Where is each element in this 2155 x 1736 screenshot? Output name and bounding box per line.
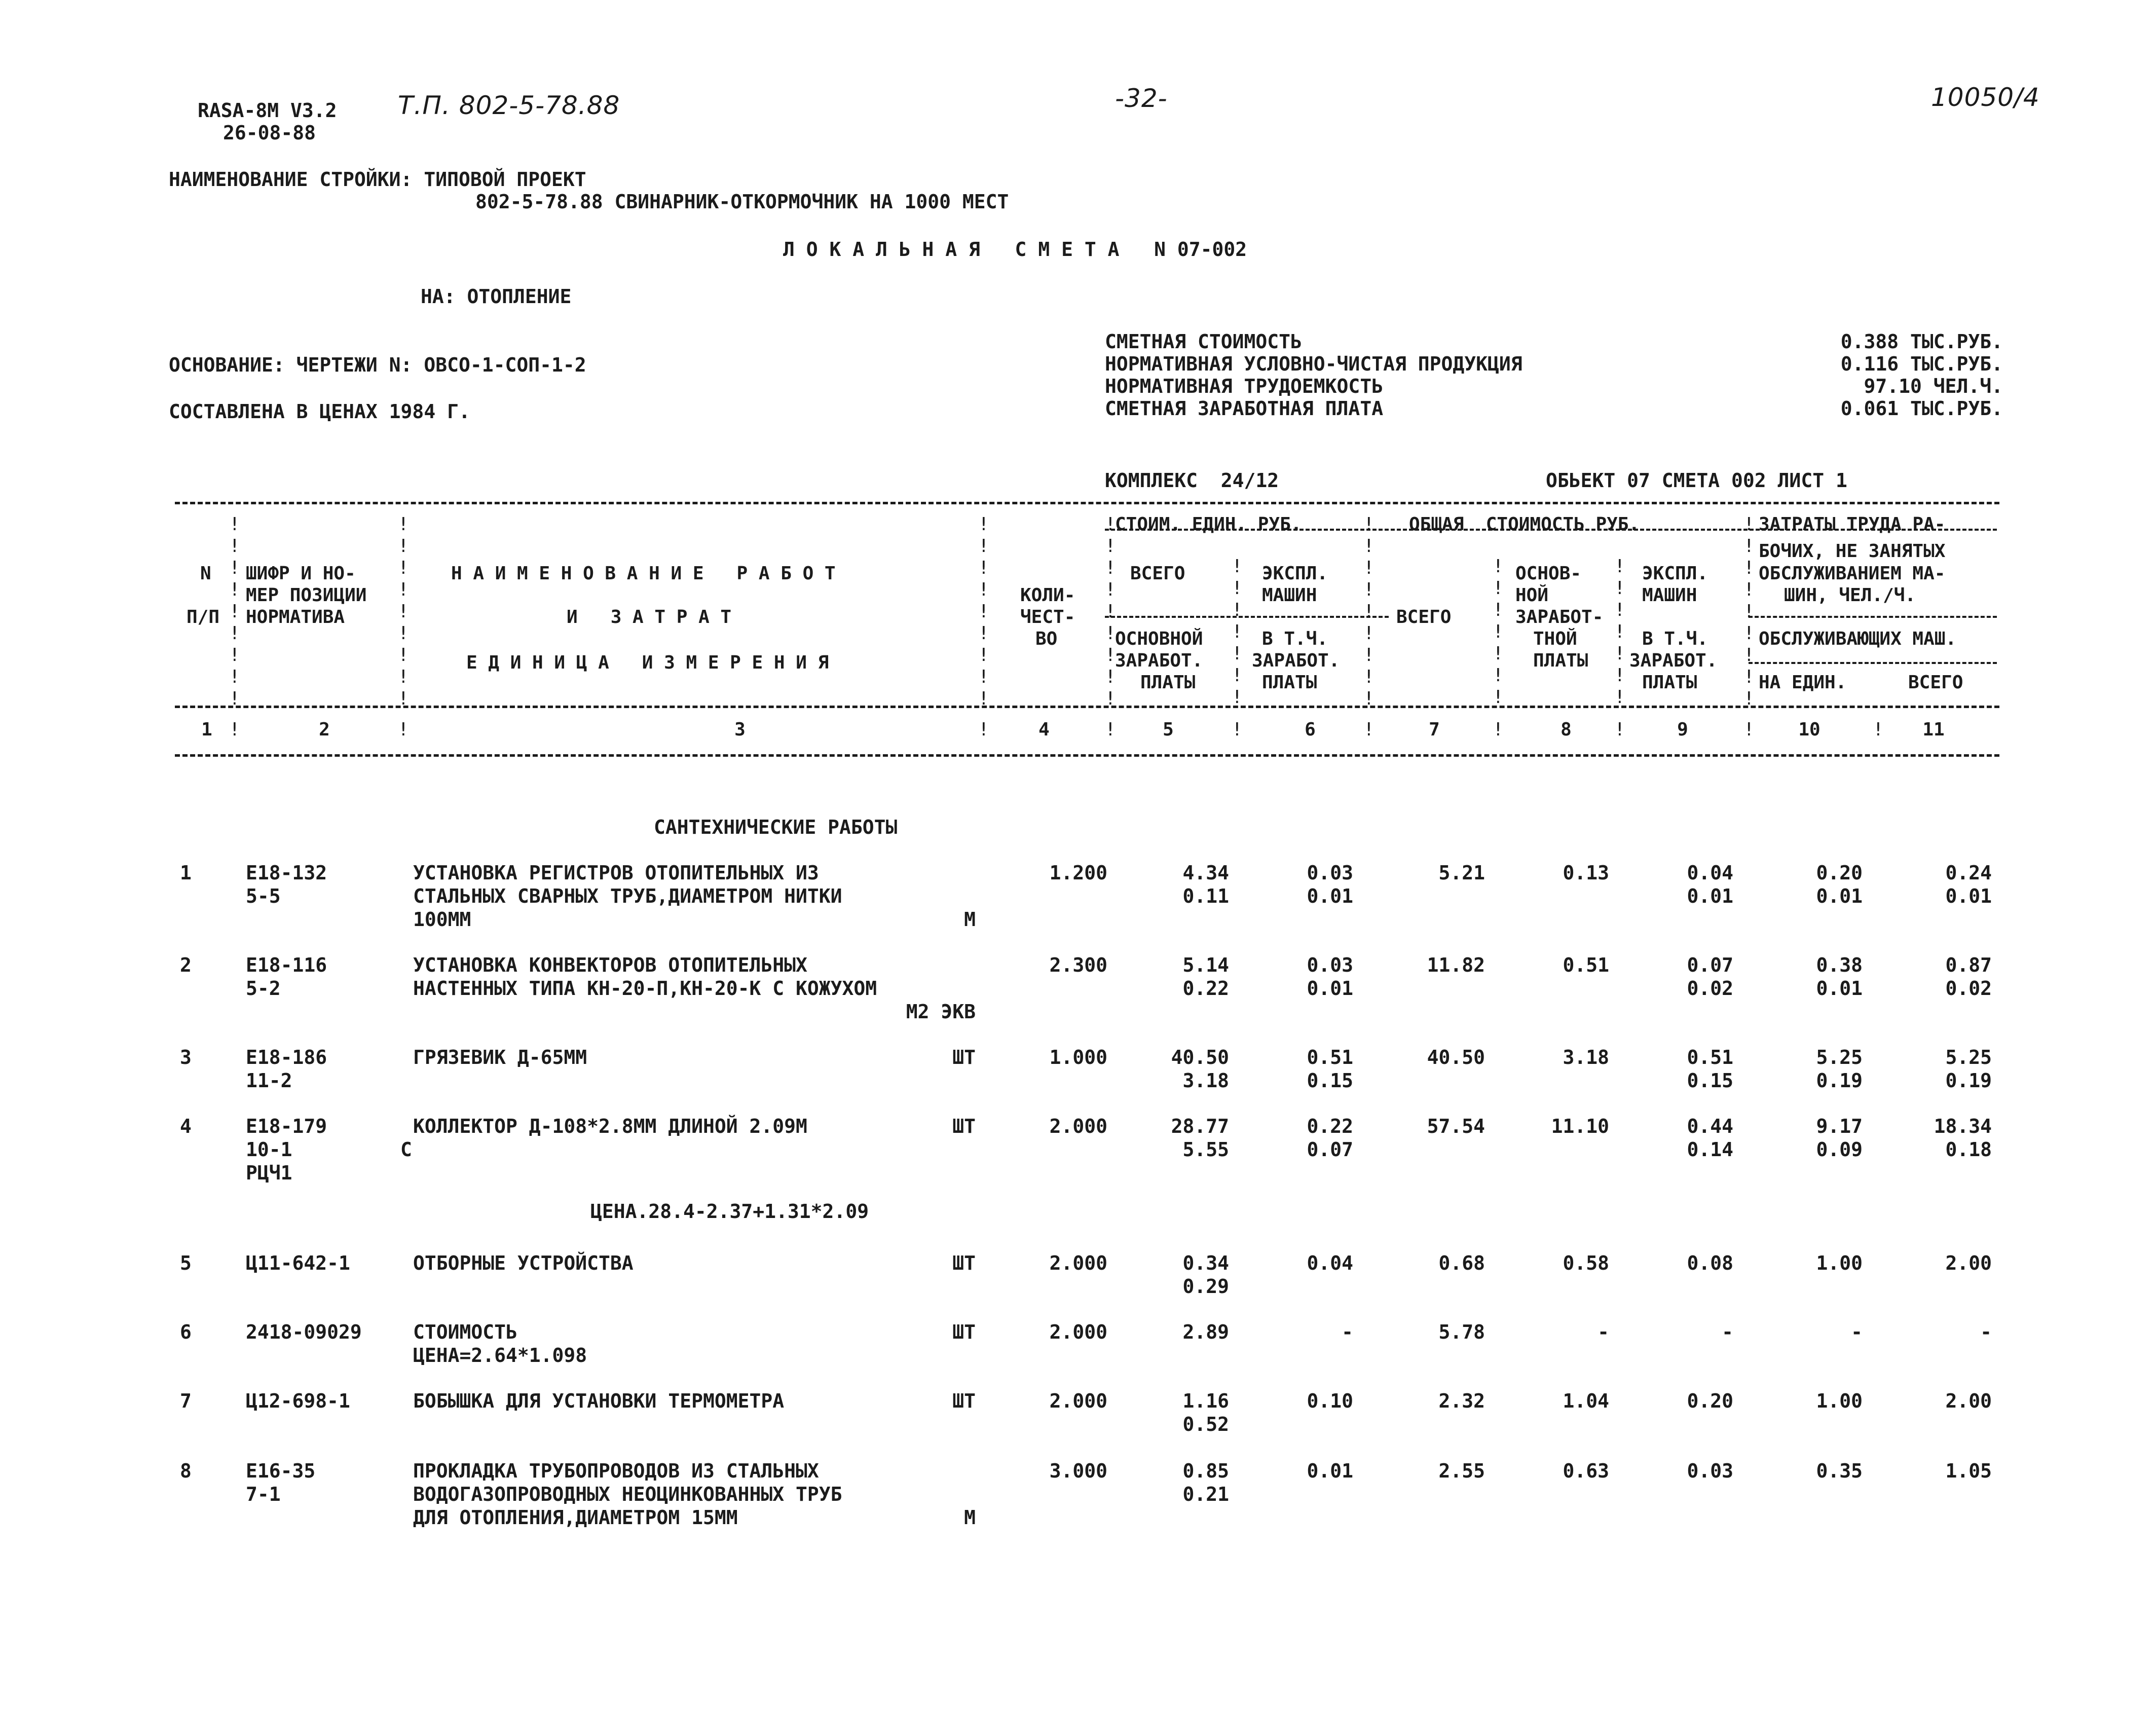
labor-total: 0.01 [1945,885,1992,907]
col-number: 6 [1305,719,1316,740]
norm-code: Е18-116 [246,954,327,976]
col-number-separator: ! [1614,719,1625,740]
header-separator: ! ! ! ! ! ! ! ! ! [1743,514,1755,709]
total-base-wages: 0.58 [1563,1252,1609,1274]
total-cost: 11.82 [1427,954,1485,976]
col5-header: ВСЕГО [1130,563,1185,584]
col5-header: ЗАРАБОТ. [1115,650,1203,671]
work-name: НАСТЕННЫХ ТИПА КН-20-П,КН-20-К С КОЖУХОМ [413,977,877,1000]
labor-per-unit: 1.00 [1816,1252,1863,1274]
col6-header: ЭКСПЛ. [1262,563,1328,584]
unit-cost-total: 0.34 [1182,1252,1229,1274]
total-machines: 0.14 [1687,1138,1733,1161]
rule-labor-sub2 [1749,662,1997,664]
total-machines: 0.15 [1687,1069,1733,1092]
col6-header: В Т.Ч. [1262,629,1328,649]
rule-top [175,502,1999,504]
total-base-wages: 11.10 [1551,1115,1609,1137]
program-version: RASA-8M V3.2 [198,99,337,122]
unit: ШТ [952,1046,976,1068]
col-number-separator: ! [1363,719,1374,740]
col-number: 2 [319,719,330,740]
col3-header: И З А Т Р А Т [567,607,732,627]
work-name: КОЛЛЕКТОР Д-108*2.8ММ ДЛИНОЙ 2.09М [413,1115,807,1137]
quantity: 2.300 [1049,954,1107,976]
quantity: 2.000 [1049,1390,1107,1412]
col5-header: ОСНОВНОЙ [1115,629,1203,649]
labor-header: ЗАТРАТЫ ТРУДА РА- [1759,514,1946,535]
col-number-separator: ! [1743,719,1755,740]
unit-cost-machines: - [1342,1321,1353,1343]
header-separator: ! ! ! ! ! ! ! [1614,556,1625,708]
construction-name: 802-5-78.88 СВИНАРНИК-ОТКОРМОЧНИК НА 1000 МЕСТ [475,191,1009,213]
unit-cost-machines: 0.15 [1307,1069,1353,1092]
labor-total: 2.00 [1945,1252,1992,1274]
summary-label: НОРМАТИВНАЯ ТРУДОЕМКОСТЬ [1105,375,1384,397]
header-separator: ! ! ! ! ! ! ! ! ! [1363,514,1374,709]
total-base-wages: 0.13 [1563,862,1609,884]
col-number: 7 [1429,719,1440,740]
total-machines: 0.01 [1687,885,1733,907]
norm-code: Ц11-642-1 [246,1252,350,1274]
norm-code: Е18-179 [246,1115,327,1137]
quantity: 2.000 [1049,1252,1107,1274]
col10-header: НА ЕДИН. [1759,672,1847,693]
labor-per-unit: 0.20 [1816,862,1863,884]
labor-total: - [1980,1321,1992,1343]
header-separator: ! ! ! ! ! ! ! [1493,556,1504,708]
row-number: 5 [180,1252,192,1274]
unit: М2 ЭКВ [906,1001,976,1023]
col9-header: ПЛАТЫ [1642,672,1697,693]
unit-cost-machines: 0.01 [1307,1460,1353,1482]
labor-total: 2.00 [1945,1390,1992,1412]
quantity: 2.000 [1049,1115,1107,1137]
summary-label: НОРМАТИВНАЯ УСЛОВНО-ЧИСТАЯ ПРОДУКЦИЯ [1105,353,1522,375]
total-base-wages: - [1597,1321,1609,1343]
unit: ШТ [952,1321,976,1343]
total-base-wages: 0.51 [1563,954,1609,976]
labor-per-unit: 1.00 [1816,1390,1863,1412]
norm-code: 5-5 [246,885,281,907]
row-number: 8 [180,1460,192,1482]
object-label: ОБЬЕКТ 07 СМЕТА 002 ЛИСТ 1 [1546,469,1847,492]
summary-value: 97.10 ЧЕЛ.Ч. [1864,375,2003,397]
price-base: СОСТАВЛЕНА В ЦЕНАХ 1984 Г. [169,400,470,423]
row-number: 1 [180,862,192,884]
header-separator: ! ! ! ! ! ! ! [1232,556,1243,708]
work-name: 100ММ [413,908,471,931]
work-name: СТОИМОСТЬ [413,1321,517,1343]
unit: ШТ [952,1252,976,1274]
col6-header: ЗАРАБОТ. [1252,650,1340,671]
unit: М [964,908,976,931]
labor-per-unit: 0.01 [1816,885,1863,907]
col5-header: ПЛАТЫ [1140,672,1196,693]
construction-label: НАИМЕНОВАНИЕ СТРОЙКИ: ТИПОВОЙ ПРОЕКТ [169,168,586,191]
rule-labor-sub [1749,616,1997,618]
total-base-wages: 1.04 [1563,1390,1609,1412]
labor-total: 0.87 [1945,954,1992,976]
col3-header: Е Д И Н И Ц А И З М Е Р Е Н И Я [466,652,829,673]
col6-header: МАШИН [1262,585,1317,606]
header-separator: ! ! ! ! ! ! ! ! ! [1105,514,1116,709]
col-number-separator: ! [1232,719,1243,740]
labor-per-unit: 9.17 [1816,1115,1863,1137]
row-number: 4 [180,1115,192,1137]
col8-header: ТНОЙ [1533,629,1577,649]
norm-code: Е16-35 [246,1460,316,1482]
col-number-separator: ! [1873,719,1884,740]
header-separator: ! ! ! ! ! ! ! ! ! [398,514,409,709]
col-number: 3 [734,719,746,740]
labor-header: ОБСЛУЖИВАЮЩИХ МАШ. [1759,629,1957,649]
col6-header: ПЛАТЫ [1262,672,1317,693]
unit-cost-total: 40.50 [1171,1046,1229,1068]
col-number-separator: ! [1105,719,1116,740]
col-number-separator: ! [1493,719,1504,740]
col-number: 11 [1922,719,1945,740]
unit-cost-total: 1.16 [1182,1390,1229,1412]
unit-cost-total: 0.22 [1182,977,1229,1000]
labor-total: 0.18 [1945,1138,1992,1161]
header-separator: ! ! ! ! ! ! ! ! ! [978,514,989,709]
unit-cost-machines: 0.22 [1307,1115,1353,1137]
rule-numbers-bottom [175,754,1999,757]
col-number: 1 [201,719,212,740]
unit: ШТ [952,1115,976,1137]
col-number: 9 [1677,719,1688,740]
work-name: СТАЛЬНЫХ СВАРНЫХ ТРУБ,ДИАМЕТРОМ НИТКИ [413,885,842,907]
project-code: Т.П. 802-5-78.88 [398,91,620,120]
estimate-subject: НА: ОТОПЛЕНИЕ [421,285,572,308]
norm-code: Е18-132 [246,862,327,884]
work-name: ВОДОГАЗОПРОВОДНЫХ НЕОЦИНКОВАННЫХ ТРУБ [413,1483,842,1505]
rule-unit-sub [1105,616,1389,618]
labor-header: ШИН, ЧЕЛ./Ч. [1784,585,1916,606]
norm-code: 2418-09029 [246,1321,362,1343]
unit-cost-machines: 0.01 [1307,885,1353,907]
unit-cost-total: 0.29 [1182,1275,1229,1298]
quantity: 2.000 [1049,1321,1107,1343]
labor-per-unit: - [1851,1321,1863,1343]
work-name: ЦЕНА=2.64*1.098 [413,1344,587,1366]
total-cost: 2.55 [1438,1460,1485,1482]
col9-header: В Т.Ч. [1642,629,1708,649]
norm-code-suffix: С [400,1138,412,1161]
col3-header: Н А И М Е Н О В А Н И Е Р А Б О Т [451,563,836,584]
total-cost: 57.54 [1427,1115,1485,1137]
basis-drawings: ОСНОВАНИЕ: ЧЕРТЕЖИ N: ОВСО-1-СОП-1-2 [169,354,586,376]
unit-cost-total: 3.18 [1182,1069,1229,1092]
unit-cost-total: 0.52 [1182,1413,1229,1435]
col9-header: ЗАРАБОТ. [1629,650,1718,671]
col-number-separator: ! [978,719,989,740]
total-machines: - [1722,1321,1733,1343]
col1-header: П/П [187,607,220,627]
total-machines: 0.08 [1687,1252,1733,1274]
total-cost: 5.78 [1438,1321,1485,1343]
total-cost: 5.21 [1438,862,1485,884]
col2-header: МЕР ПОЗИЦИИ [246,585,367,606]
unit-cost-machines: 0.10 [1307,1390,1353,1412]
col8-header: ОСНОВ- [1515,563,1582,584]
col8-header: НОЙ [1515,585,1549,606]
norm-code: 11-2 [246,1069,292,1092]
unit: М [964,1506,976,1529]
col8-header: ПЛАТЫ [1533,650,1588,671]
row-number: 6 [180,1321,192,1343]
unit-cost-total: 0.11 [1182,885,1229,907]
col-number-separator: ! [229,719,240,740]
row-number: 7 [180,1390,192,1412]
unit-cost-machines: 0.07 [1307,1138,1353,1161]
summary-label: СМЕТНАЯ СТОИМОСТЬ [1105,330,1302,353]
unit-cost-total: 28.77 [1171,1115,1229,1137]
work-name: БОБЫШКА ДЛЯ УСТАНОВКИ ТЕРМОМЕТРА [413,1390,785,1412]
quantity: 3.000 [1049,1460,1107,1482]
col4-header: ВО [1035,629,1058,649]
col9-header: ЭКСПЛ. [1642,563,1708,584]
work-name: ДЛЯ ОТОПЛЕНИЯ,ДИАМЕТРОМ 15ММ [413,1506,738,1529]
unit-cost-machines: 0.03 [1307,862,1353,884]
summary-value: 0.116 ТЫС.РУБ. [1840,353,2003,375]
total-machines: 0.20 [1687,1390,1733,1412]
work-name: УСТАНОВКА КОНВЕКТОРОВ ОТОПИТЕЛЬНЫХ [413,954,807,976]
complex-label: КОМПЛЕКС 24/12 [1105,469,1279,492]
unit-cost-total: 5.55 [1182,1138,1229,1161]
document-title: Л О К А Л Ь Н А Я С М Е Т А N 07-002 [783,238,1247,261]
col9-header: МАШИН [1642,585,1697,606]
norm-code: Ц12-698-1 [246,1390,350,1412]
unit-cost-machines: 0.01 [1307,977,1353,1000]
unit-cost-total: 2.89 [1182,1321,1229,1343]
total-machines: 0.03 [1687,1460,1733,1482]
col-number: 4 [1038,719,1050,740]
row-number: 2 [180,954,192,976]
labor-per-unit: 0.09 [1816,1138,1863,1161]
section-title: САНТЕХНИЧЕСКИЕ РАБОТЫ [654,816,898,838]
labor-per-unit: 0.19 [1816,1069,1863,1092]
col2-header: НОРМАТИВА [246,607,345,627]
quantity: 1.200 [1049,862,1107,884]
summary-value: 0.061 ТЫС.РУБ. [1840,397,2003,420]
norm-code: 7-1 [246,1483,281,1505]
norm-code: 5-2 [246,977,281,1000]
unit-cost-machines: 0.03 [1307,954,1353,976]
unit-cost-machines: 0.04 [1307,1252,1353,1274]
total-cost: 0.68 [1438,1252,1485,1274]
labor-per-unit: 0.38 [1816,954,1863,976]
unit-cost-header: СТОИМ. ЕДИН. РУБ. [1115,514,1302,535]
unit-cost-total: 5.14 [1182,954,1229,976]
rule-header-bottom [175,706,1999,708]
page-number: -32- [1115,84,1168,113]
total-machines: 0.44 [1687,1115,1733,1137]
total-machines: 0.07 [1687,954,1733,976]
labor-per-unit: 0.35 [1816,1460,1863,1482]
archive-number: 10050/4 [1931,83,2040,112]
col4-header: КОЛИ- [1020,585,1075,606]
work-name: ГРЯЗЕВИК Д-65ММ [413,1046,587,1068]
norm-code: Е18-186 [246,1046,327,1068]
total-cost-header: ОБЩАЯ СТОИМОСТЬ РУБ. [1409,514,1640,535]
total-base-wages: 3.18 [1563,1046,1609,1068]
summary-label: СМЕТНАЯ ЗАРАБОТНАЯ ПЛАТА [1105,397,1384,420]
labor-total: 0.24 [1945,862,1992,884]
unit-cost-total: 0.85 [1182,1460,1229,1482]
total-machines: 0.02 [1687,977,1733,1000]
total-base-wages: 0.63 [1563,1460,1609,1482]
col11-header: ВСЕГО [1908,672,1963,693]
labor-per-unit: 5.25 [1816,1046,1863,1068]
unit-cost-total: 4.34 [1182,862,1229,884]
col-number-separator: ! [398,719,409,740]
work-name: ОТБОРНЫЕ УСТРОЙСТВА [413,1252,634,1274]
header-separator: ! ! ! ! ! ! ! ! ! [229,514,240,709]
work-name: УСТАНОВКА РЕГИСТРОВ ОТОПИТЕЛЬНЫХ ИЗ [413,862,819,884]
print-date: 26-08-88 [223,122,316,144]
quantity: 1.000 [1049,1046,1107,1068]
unit-cost-machines: 0.51 [1307,1046,1353,1068]
labor-total: 0.19 [1945,1069,1992,1092]
total-machines: 0.51 [1687,1046,1733,1068]
col7-header: ВСЕГО [1396,607,1452,627]
col-number: 5 [1163,719,1174,740]
summary-value: 0.388 ТЫС.РУБ. [1840,330,2003,353]
col-number: 8 [1560,719,1572,740]
col2-header: ШИФР И НО- [246,563,356,584]
labor-per-unit: 0.01 [1816,977,1863,1000]
norm-code: 10-1 [246,1138,292,1161]
labor-total: 18.34 [1934,1115,1992,1137]
col4-header: ЧЕСТ- [1020,607,1075,627]
unit: ШТ [952,1390,976,1412]
col-number: 10 [1798,719,1820,740]
labor-header: ОБСЛУЖИВАНИЕМ МА- [1759,563,1946,584]
price-note: ЦЕНА.28.4-2.37+1.31*2.09 [590,1200,869,1223]
labor-header: БОЧИХ, НЕ ЗАНЯТЫХ [1759,541,1946,562]
col1-header: N [200,563,211,584]
unit-cost-total: 0.21 [1182,1483,1229,1505]
row-number: 3 [180,1046,192,1068]
labor-total: 0.02 [1945,977,1992,1000]
col8-header: ЗАРАБОТ- [1515,607,1604,627]
total-cost: 40.50 [1427,1046,1485,1068]
norm-code: РЦЧ1 [246,1162,292,1184]
labor-total: 5.25 [1945,1046,1992,1068]
total-machines: 0.04 [1687,862,1733,884]
work-name: ПРОКЛАДКА ТРУБОПРОВОДОВ ИЗ СТАЛЬНЫХ [413,1460,819,1482]
labor-total: 1.05 [1945,1460,1992,1482]
total-cost: 2.32 [1438,1390,1485,1412]
